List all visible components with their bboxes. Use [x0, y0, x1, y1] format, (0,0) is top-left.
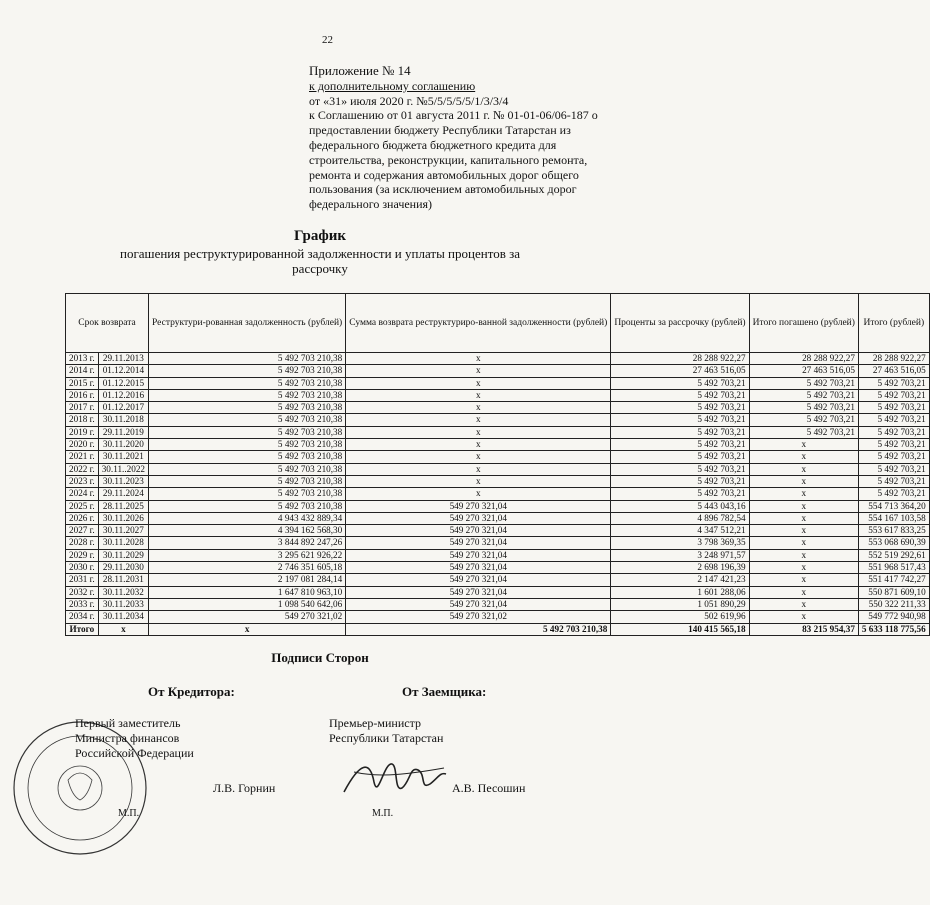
creditor-heading: От Кредитора:: [148, 684, 235, 699]
date-cell: 30.11.2020: [98, 439, 148, 451]
date-cell: 30.11.2026: [98, 512, 148, 524]
total-cell: 551 417 742,27: [858, 574, 929, 586]
table-row: [66, 574, 930, 586]
total-paid-cell: x: [749, 537, 858, 549]
creditor-title-line2: Министра финансов: [75, 731, 180, 745]
repayment-cell: 549 270 321,04: [346, 500, 611, 512]
debt-cell: 5 492 703 210,38: [149, 488, 346, 500]
repayment-cell: 549 270 321,04: [346, 537, 611, 549]
date-cell: 30.11.2033: [98, 598, 148, 610]
repayment-cell: x: [346, 402, 611, 414]
debt-cell: 5 492 703 210,38: [149, 451, 346, 463]
repayment-cell: x: [346, 426, 611, 438]
total-total-paid-cell: 83 215 954,37: [749, 623, 858, 635]
total-cell: 5 492 703,21: [858, 414, 929, 426]
year-cell: 2021 г.: [66, 451, 99, 463]
total-paid-cell: x: [749, 451, 858, 463]
date-cell: 30.11.2023: [98, 475, 148, 487]
interest-cell: 5 492 703,21: [611, 488, 749, 500]
table-row: [66, 365, 930, 377]
debt-cell: 549 270 321,02: [149, 611, 346, 623]
total-paid-cell: x: [749, 574, 858, 586]
total-cell: 28 288 922,27: [858, 353, 929, 365]
table-row: [66, 549, 930, 561]
year-cell: 2030 г.: [66, 562, 99, 574]
header-interest: Проценты за рассрочку (рублей): [611, 294, 749, 353]
borrower-seal-mark: М.П.: [372, 808, 394, 819]
borrower-signatory-name: А.В. Песошин: [452, 781, 526, 795]
year-cell: 2034 г.: [66, 611, 99, 623]
date-cell: 29.11.2024: [98, 488, 148, 500]
repayment-cell: x: [346, 389, 611, 401]
year-cell: 2024 г.: [66, 488, 99, 500]
debt-cell: 5 492 703 210,38: [149, 500, 346, 512]
date-cell: 29.11.2013: [98, 353, 148, 365]
interest-cell: 5 443 043,16: [611, 500, 749, 512]
total-paid-cell: 5 492 703,21: [749, 389, 858, 401]
total-paid-cell: x: [749, 475, 858, 487]
date-cell: 01.12.2016: [98, 389, 148, 401]
debt-cell: 5 492 703 210,38: [149, 426, 346, 438]
table-row: [66, 611, 930, 623]
year-cell: 2026 г.: [66, 512, 99, 524]
repayment-cell: x: [346, 414, 611, 426]
debt-cell: 3 295 621 926,22: [149, 549, 346, 561]
interest-cell: 2 147 421,23: [611, 574, 749, 586]
date-cell: 28.11.2031: [98, 574, 148, 586]
table-row: [66, 414, 930, 426]
repayment-cell: x: [346, 488, 611, 500]
total-paid-cell: x: [749, 488, 858, 500]
date-cell: 01.12.2017: [98, 402, 148, 414]
debt-cell: 4 943 432 889,34: [149, 512, 346, 524]
year-cell: 2031 г.: [66, 574, 99, 586]
debt-cell: 2 746 351 605,18: [149, 562, 346, 574]
repayment-cell: x: [346, 463, 611, 475]
total-paid-cell: x: [749, 463, 858, 475]
year-cell: 2028 г.: [66, 537, 99, 549]
date-cell: 30.11.2029: [98, 549, 148, 561]
interest-cell: 4 896 782,54: [611, 512, 749, 524]
debt-cell: 5 492 703 210,38: [149, 377, 346, 389]
document-subtitle: погашения реструктурированной задолженности и уплаты процентов за рассрочку: [120, 246, 520, 276]
appendix-body: к Соглашению от 01 августа 2011 г. № 01-01-06/06-187 о предоставлении бюджету Республики Татарстан из федерального бюджета бюджетного кредита для строительства, реконструкции, капитального ремонта, ремонта и содержания автомобильных дорог общего пользования (за исключением автомобильных дорог федерального значения): [309, 108, 598, 212]
document-title: График: [293, 228, 347, 244]
table-row: [66, 353, 930, 365]
total-year-cell: Итого: [66, 623, 99, 635]
total-paid-cell: x: [749, 611, 858, 623]
interest-cell: 28 288 922,27: [611, 353, 749, 365]
date-cell: 30.11.2032: [98, 586, 148, 598]
interest-cell: 5 492 703,21: [611, 377, 749, 389]
repayment-cell: x: [346, 365, 611, 377]
debt-cell: 1 647 810 963,10: [149, 586, 346, 598]
appendix-line1: к дополнительному соглашению: [309, 78, 476, 93]
interest-cell: 5 492 703,21: [611, 414, 749, 426]
interest-cell: 5 492 703,21: [611, 463, 749, 475]
total-paid-cell: 5 492 703,21: [749, 402, 858, 414]
interest-cell: 5 492 703,21: [611, 389, 749, 401]
table-row: [66, 463, 930, 475]
total-cell: 5 492 703,21: [858, 377, 929, 389]
appendix-block: [309, 64, 629, 212]
total-cell: 5 492 703,21: [858, 451, 929, 463]
repayment-cell: 549 270 321,04: [346, 586, 611, 598]
total-cell: 5 492 703,21: [858, 389, 929, 401]
date-cell: 30.11.2028: [98, 537, 148, 549]
repayment-cell: 549 270 321,04: [346, 562, 611, 574]
interest-cell: 5 492 703,21: [611, 475, 749, 487]
year-cell: 2015 г.: [66, 377, 99, 389]
date-cell: 28.11.2025: [98, 500, 148, 512]
total-paid-cell: x: [749, 562, 858, 574]
total-cell: 5 492 703,21: [858, 488, 929, 500]
total-paid-cell: 28 288 922,27: [749, 353, 858, 365]
borrower-title-line2: Республики Татарстан: [329, 731, 444, 745]
date-cell: 30.11.2034: [98, 611, 148, 623]
total-cell: 553 068 690,39: [858, 537, 929, 549]
debt-cell: 1 098 540 642,06: [149, 598, 346, 610]
header-repayment-amount: Сумма возврата реструктуриро-ванной задолженности (рублей): [346, 294, 611, 353]
table-row: [66, 537, 930, 549]
total-cell: 554 167 103,58: [858, 512, 929, 524]
debt-cell: 5 492 703 210,38: [149, 463, 346, 475]
repayment-cell: 549 270 321,02: [346, 611, 611, 623]
repayment-cell: 549 270 321,04: [346, 525, 611, 537]
total-paid-cell: 5 492 703,21: [749, 377, 858, 389]
table-row: [66, 451, 930, 463]
interest-cell: 4 347 512,21: [611, 525, 749, 537]
table-row: [66, 562, 930, 574]
repayment-cell: x: [346, 451, 611, 463]
total-cell: 27 463 516,05: [858, 365, 929, 377]
total-cell: 550 871 609,10: [858, 586, 929, 598]
total-total-cell: 5 633 118 775,56: [858, 623, 929, 635]
total-paid-cell: 27 463 516,05: [749, 365, 858, 377]
debt-cell: 5 492 703 210,38: [149, 439, 346, 451]
interest-cell: 27 463 516,05: [611, 365, 749, 377]
year-cell: 2020 г.: [66, 439, 99, 451]
total-cell: 549 772 940,98: [858, 611, 929, 623]
creditor-signatory-name: Л.В. Горнин: [213, 781, 276, 795]
interest-cell: 5 492 703,21: [611, 451, 749, 463]
repayment-cell: 549 270 321,04: [346, 549, 611, 561]
table-header-row: [66, 294, 930, 353]
year-cell: 2019 г.: [66, 426, 99, 438]
year-cell: 2023 г.: [66, 475, 99, 487]
repayment-cell: 549 270 321,04: [346, 512, 611, 524]
appendix-line2: от «31» июля 2020 г. №5/5/5/5/5/1/3/3/4: [309, 93, 509, 108]
total-cell: 5 492 703,21: [858, 475, 929, 487]
table-row: [66, 389, 930, 401]
table-row: [66, 439, 930, 451]
debt-cell: 4 394 162 568,30: [149, 525, 346, 537]
debt-cell: 2 197 081 284,14: [149, 574, 346, 586]
total-interest-cell: 140 415 565,18: [611, 623, 749, 635]
page-number: 22: [322, 34, 333, 46]
total-cell: 551 968 517,43: [858, 562, 929, 574]
total-cell: 554 713 364,20: [858, 500, 929, 512]
year-cell: 2014 г.: [66, 365, 99, 377]
total-paid-cell: x: [749, 439, 858, 451]
table-row: [66, 586, 930, 598]
table-row: [66, 377, 930, 389]
repayment-cell: 549 270 321,04: [346, 598, 611, 610]
creditor-signatory-title: [75, 716, 194, 761]
table-row: [66, 426, 930, 438]
debt-cell: 5 492 703 210,38: [149, 365, 346, 377]
header-total-paid: Итого погашено (рублей): [749, 294, 858, 353]
header-restructured-debt: Реструктури-рованная задолженность (рублей): [149, 294, 346, 353]
debt-cell: 5 492 703 210,38: [149, 475, 346, 487]
total-cell: 552 519 292,61: [858, 549, 929, 561]
total-paid-cell: x: [749, 586, 858, 598]
creditor-seal-mark: М.П.: [118, 808, 140, 819]
date-cell: 29.11.2019: [98, 426, 148, 438]
total-paid-cell: x: [749, 512, 858, 524]
total-cell: 553 617 833,25: [858, 525, 929, 537]
table-row: [66, 500, 930, 512]
header-due-date: Срок возврата: [66, 294, 149, 353]
debt-cell: 5 492 703 210,38: [149, 389, 346, 401]
repayment-cell: x: [346, 439, 611, 451]
total-cell: 5 492 703,21: [858, 439, 929, 451]
year-cell: 2027 г.: [66, 525, 99, 537]
debt-cell: 5 492 703 210,38: [149, 414, 346, 426]
borrower-title-line1: Премьер-министр: [329, 716, 421, 730]
table-row: [66, 512, 930, 524]
total-paid-cell: x: [749, 549, 858, 561]
interest-cell: 3 798 369,35: [611, 537, 749, 549]
date-cell: 29.11.2030: [98, 562, 148, 574]
creditor-title-line3: Российской Федерации: [75, 746, 194, 760]
total-cell: 5 492 703,21: [858, 426, 929, 438]
year-cell: 2013 г.: [66, 353, 99, 365]
interest-cell: 5 492 703,21: [611, 426, 749, 438]
table-row: [66, 475, 930, 487]
table-row: [66, 402, 930, 414]
repayment-cell: x: [346, 353, 611, 365]
table-row: [66, 598, 930, 610]
repayment-cell: x: [346, 475, 611, 487]
total-paid-cell: x: [749, 500, 858, 512]
signatures-heading: Подписи Сторон: [271, 650, 369, 665]
total-cell: 5 492 703,21: [858, 402, 929, 414]
debt-cell: 5 492 703 210,38: [149, 402, 346, 414]
interest-cell: 2 698 196,39: [611, 562, 749, 574]
year-cell: 2029 г.: [66, 549, 99, 561]
date-cell: 30.11.2027: [98, 525, 148, 537]
borrower-signatory-title: [329, 716, 443, 746]
repayment-cell: 549 270 321,04: [346, 574, 611, 586]
table-total-row: [66, 623, 930, 635]
year-cell: 2018 г.: [66, 414, 99, 426]
total-debt-cell: x: [149, 623, 346, 635]
repayment-schedule-table: [65, 293, 930, 636]
total-paid-cell: x: [749, 525, 858, 537]
year-cell: 2025 г.: [66, 500, 99, 512]
repayment-cell: x: [346, 377, 611, 389]
appendix-heading: Приложение № 14: [309, 63, 411, 78]
date-cell: 01.12.2014: [98, 365, 148, 377]
interest-cell: 3 248 971,57: [611, 549, 749, 561]
total-paid-cell: 5 492 703,21: [749, 426, 858, 438]
date-cell: 01.12.2015: [98, 377, 148, 389]
borrower-signature: [340, 752, 450, 804]
total-cell: 5 492 703,21: [858, 463, 929, 475]
total-cell: 550 322 211,33: [858, 598, 929, 610]
interest-cell: 5 492 703,21: [611, 439, 749, 451]
date-cell: 30.11.2021: [98, 451, 148, 463]
interest-cell: 502 619,96: [611, 611, 749, 623]
borrower-heading: От Заемщика:: [402, 684, 487, 699]
year-cell: 2017 г.: [66, 402, 99, 414]
debt-cell: 3 844 892 247,26: [149, 537, 346, 549]
total-date-cell: x: [98, 623, 148, 635]
table-row: [66, 525, 930, 537]
interest-cell: 1 601 288,06: [611, 586, 749, 598]
total-paid-cell: 5 492 703,21: [749, 414, 858, 426]
date-cell: 30.11..2022: [98, 463, 148, 475]
date-cell: 30.11.2018: [98, 414, 148, 426]
debt-cell: 5 492 703 210,38: [149, 353, 346, 365]
creditor-title-line1: Первый заместитель: [75, 716, 181, 730]
table-row: [66, 488, 930, 500]
year-cell: 2033 г.: [66, 598, 99, 610]
year-cell: 2032 г.: [66, 586, 99, 598]
year-cell: 2022 г.: [66, 463, 99, 475]
total-repayment-cell: 5 492 703 210,38: [346, 623, 611, 635]
year-cell: 2016 г.: [66, 389, 99, 401]
interest-cell: 5 492 703,21: [611, 402, 749, 414]
header-total: Итого (рублей): [858, 294, 929, 353]
total-paid-cell: x: [749, 598, 858, 610]
interest-cell: 1 051 890,29: [611, 598, 749, 610]
